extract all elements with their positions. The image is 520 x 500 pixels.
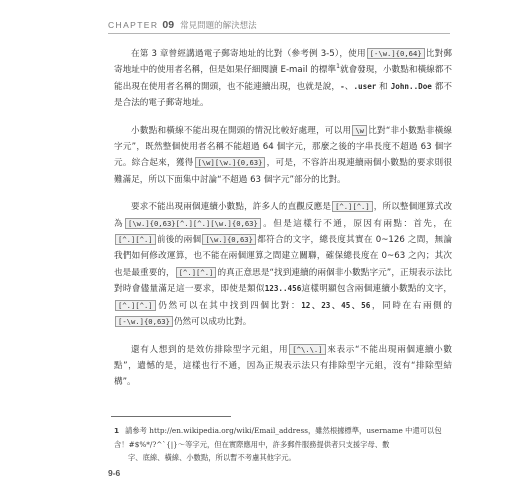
text: 就會發現，小數點和橫線都不能出現在使用者名稱的開頭，也不能連續出現，也就是說， xyxy=(114,65,452,92)
text: 仍然可以成功比對。 xyxy=(173,317,252,328)
paragraph-3 xyxy=(114,199,452,330)
text: 和 xyxy=(376,81,391,92)
chapter-title: 常見問題的解決想法 xyxy=(180,21,257,31)
text: 都符合的文字，總長度其實在 0~126 之間，無論我們如何修改運算，也不能在兩個運算之間建立關聯，確保總長度在 0~63 之內；其次也是最重要的， xyxy=(114,235,452,278)
text: 的真正意思是“找到連續的兩個非小數點字元”，正規表示法比對時會儘量滿足這一要求，即使是類似 xyxy=(114,267,452,295)
text: 都不是合法的電子郵寄地址。 xyxy=(114,81,452,109)
code-inline: [\w.]{0,63} xyxy=(202,234,256,245)
text: 比對“非小數點非橫線字元”，既然整個使用者名稱不能超過 64 個字元，那麼之後的字串長度不超過 63 個字元。綜合起來，獲得 xyxy=(114,125,452,169)
mono-inline: .user xyxy=(353,81,377,91)
text: 前後的兩個 xyxy=(156,235,202,246)
text: 比對郵寄地址中的使用者名稱，但是如果仔細閱讀 E-mail 的標準 xyxy=(114,49,452,76)
mono-inline: 12、23、45、56 xyxy=(301,300,371,310)
text: 在第 3 章曾經講過電子郵寄地址的比對（參考例 3-5），使用 xyxy=(131,49,366,59)
body-text xyxy=(114,46,452,402)
text: 要求不能出現兩個連續小數點，許多人的直觀反應是 xyxy=(131,202,332,213)
text: 、 xyxy=(344,81,354,92)
chapter-label: CHAPTER xyxy=(108,20,159,30)
code-inline: [-\w.]{0,64} xyxy=(367,48,425,59)
text: ，所以整個運算式改為 xyxy=(114,202,452,229)
footnote-number: 1 xyxy=(114,426,120,435)
footnote-divider xyxy=(111,416,231,417)
paragraph-4 xyxy=(114,342,452,391)
code-inline: [\w.]{0,63}[^.][^.][\w.]{0,63} xyxy=(125,218,261,229)
chapter-number: 09 xyxy=(162,19,175,31)
code-inline: [-\w.]{0,63} xyxy=(115,316,173,327)
code-inline: [^.][^.] xyxy=(332,201,373,212)
text: 。但是這樣行不通，原因有兩點：首先，在 xyxy=(261,218,452,229)
code-inline: [^.][^.] xyxy=(176,267,217,278)
code-inline: \w xyxy=(352,125,367,136)
code-inline: [^.][^.] xyxy=(115,234,156,245)
mono-inline: 123..456 xyxy=(264,284,302,294)
text: 來表示“不能出現兩個連續小數點”，遺憾的是，這樣也行不通，因為正規表示法只有排除型字元組，沒有“排除型結構”。 xyxy=(114,344,452,388)
footnote-ref: 1 xyxy=(336,63,340,71)
code-inline: [^.][^.] xyxy=(115,300,156,311)
footnote xyxy=(114,424,450,465)
mono-inline: - xyxy=(340,81,345,91)
text: 還有人想到的是效仿排除型字元組，用 xyxy=(131,344,289,355)
code-inline: [^\.\.] xyxy=(289,344,325,355)
running-header xyxy=(108,17,450,34)
code-inline: [\w][\w.]{0,63} xyxy=(195,157,266,168)
text: ，可是，不容許出現連續兩個小數點的要求則很難滿足，所以下面集中討論“不超過 63 個字元”部分的比對。 xyxy=(114,158,452,185)
text: 仍然可以在其中找到四個比對： xyxy=(156,300,302,311)
paragraph-2 xyxy=(114,123,452,189)
footnote-line-1: 請參考 http://en.wikipedia.org/wiki/Email_address，雖然根據標準，username 中還可以包含！#$%*/?^`{|}～等字元，但在實際應用中，許多郵件服務提供者只支援字母、數 xyxy=(114,426,442,449)
footnote-line-2: 字、底線、橫線、小數點，所以暫不考慮其他字元。 xyxy=(128,453,296,462)
text: 這樣明顯包含兩個連續小數點的文字， xyxy=(301,284,452,295)
paragraph-1 xyxy=(114,46,452,112)
text: ，同時在右兩側的 xyxy=(370,300,452,311)
page-number: 9-6 xyxy=(108,468,121,478)
text: 小數點和橫線不能出現在開頭的情況比較好處理，可以用 xyxy=(131,125,352,136)
mono-inline: John..Doe xyxy=(390,81,432,91)
